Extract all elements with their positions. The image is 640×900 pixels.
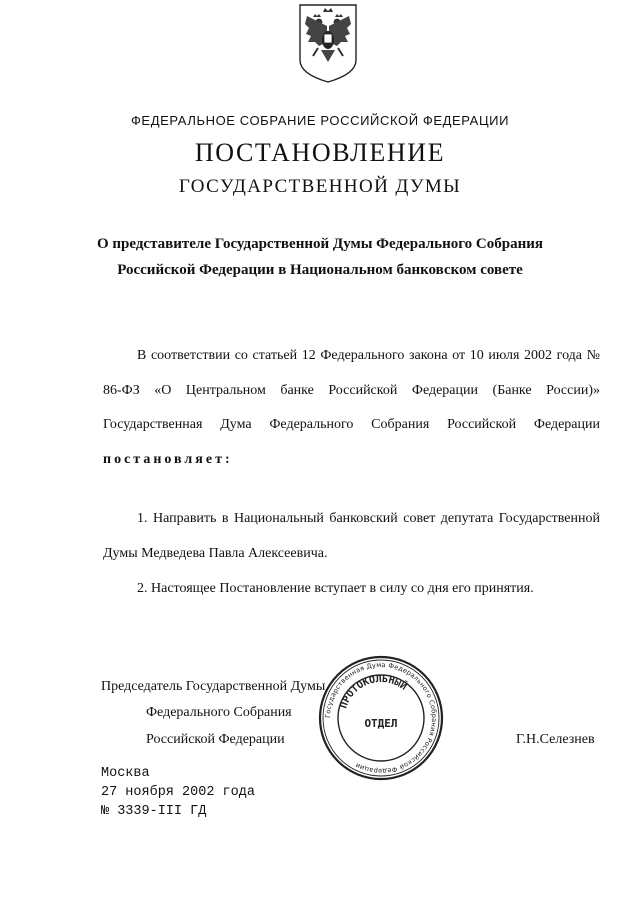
russian-coat-of-arms-icon: [297, 2, 359, 84]
signer-name: Г.Н.Селезнев: [516, 732, 595, 747]
signature-position-line-3: Российской Федерации: [146, 732, 285, 747]
organization-header: ФЕДЕРАЛЬНОЕ СОБРАНИЕ РОССИЙСКОЙ ФЕДЕРАЦИИ: [130, 113, 510, 128]
issue-date: 27 ноября 2002 года: [101, 785, 255, 800]
official-seal-stamp: [318, 655, 444, 781]
seal-center-text: ОТДЕЛ: [364, 717, 398, 730]
coat-of-arms-emblem: [297, 2, 359, 84]
seal-top-text: ПРОТОКОЛЬНЫЙ: [338, 673, 409, 711]
decree-word: постановляет:: [103, 451, 233, 467]
seal-outer-text: Государственная Дума Федерального Собрания Российской Федерации: [323, 660, 439, 776]
intro-text: В соответствии со статьей 12 Федерального закона от 10 июля 2002 года № 86-ФЗ «О Центральном банке Российской Федерации (Банке России)» Государственная Дума Федерального Собрания Российской Федерации: [103, 348, 600, 432]
document-number: № 3339-III ГД: [101, 804, 207, 819]
subject-line-2: Российской Федерации в Национальном банковском совете: [117, 262, 523, 278]
decree-item-2: 2. Настоящее Постановление вступает в силу со дня его принятия.: [137, 581, 534, 596]
signature-position-line-1: Председатель Государственной Думы: [101, 679, 326, 694]
document-subject: [60, 231, 580, 283]
seal-icon: [318, 655, 444, 781]
place-of-issue: Москва: [101, 766, 150, 781]
signature-position-line-2: Федерального Собрания: [146, 705, 292, 720]
issuer-title: ГОСУДАРСТВЕННОЙ ДУМЫ: [178, 176, 462, 197]
subject-line-1: О представителе Государственной Думы Федерального Собрания: [96, 236, 543, 252]
intro-paragraph: [103, 339, 600, 477]
decree-item-1: 1. Направить в Национальный банковский совет депутата Государственной Думы Медведева Павла Алексеевича.: [103, 511, 600, 561]
document-type-title: ПОСТАНОВЛЕНИЕ: [194, 138, 446, 167]
